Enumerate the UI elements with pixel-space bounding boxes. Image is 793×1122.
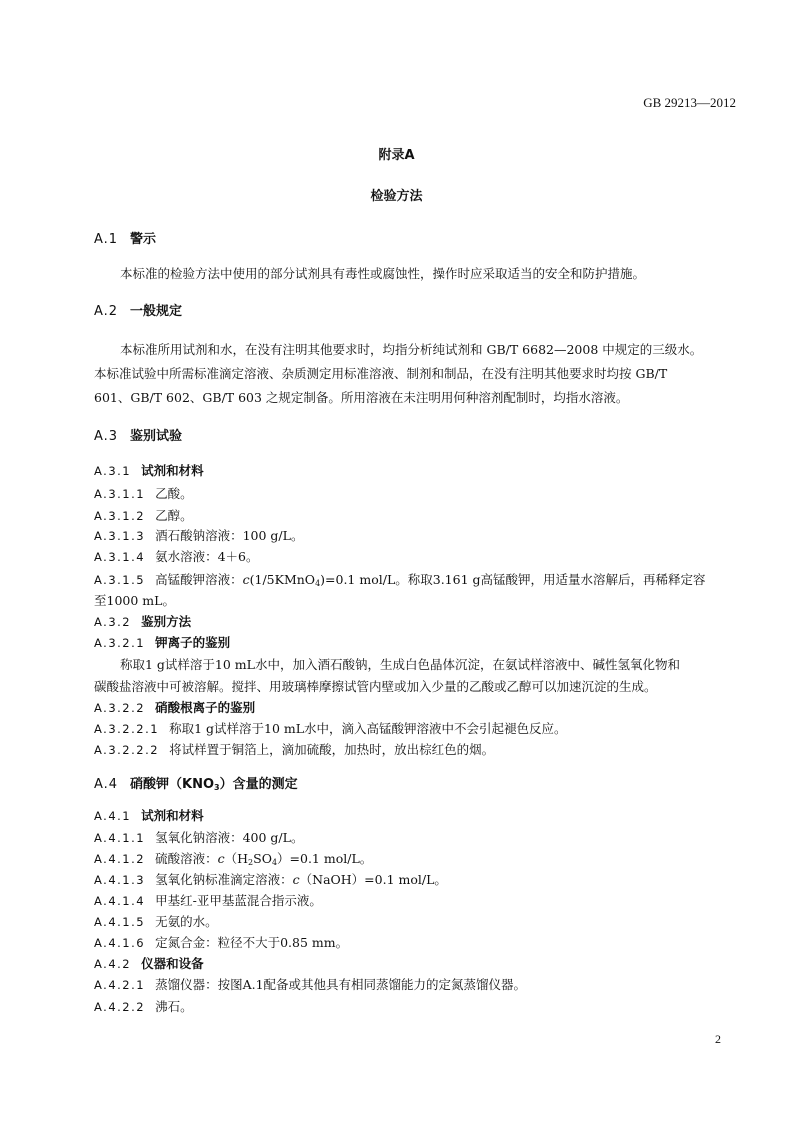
subscript: 4 — [271, 858, 278, 867]
subscript: 2 — [248, 858, 254, 867]
clause-number: A.4.1.4 — [94, 894, 146, 908]
clause-number: A.4.2.2 — [94, 1000, 146, 1014]
clause-text: 将试样置于铜箔上，滴加硫酸，加热时，放出棕红色的烟。 — [169, 742, 495, 757]
clause-number: A.4.1 — [94, 809, 132, 823]
appendix-label: 附录A — [378, 148, 415, 163]
clause-title: 试剂和材料 — [141, 808, 204, 823]
section-number: A.2 — [94, 304, 119, 319]
concentration-symbol: c — [242, 572, 250, 587]
section-a31-heading — [94, 461, 204, 479]
clause-a321-line-2: 碳酸盐溶液中可被溶解。搅拌、用玻璃棒摩擦试管内壁或加入少量的乙酸或乙醇可以加速沉淀的生成。 — [94, 679, 657, 694]
clause-title: 硝酸根离子的鉴别 — [155, 700, 256, 715]
section-title: 一般规定 — [130, 304, 183, 319]
section-a2-line-3: 601、GB/T 602、GB/T 603 之规定制备。所用溶液在未注明用何种溶剂配制时，均指水溶液。 — [94, 390, 629, 405]
clause-number: A.4.1.5 — [94, 915, 146, 929]
clause-text: 乙酸。 — [155, 486, 193, 501]
clause-a411 — [94, 828, 303, 846]
clause-a415 — [94, 912, 218, 930]
clause-a3222 — [94, 740, 494, 758]
clause-number: A.3.2.2.1 — [94, 722, 160, 736]
clause-number: A.3.1.1 — [94, 487, 146, 501]
section-a1-paragraph: 本标准的检验方法中使用的部分试剂具有毒性或腐蚀性，操作时应采取适当的安全和防护措施。 — [120, 266, 646, 281]
clause-text: 定氮合金：粒径不大于0.85 mm。 — [155, 935, 349, 950]
section-a2-line-2: 本标准试验中所需标准滴定溶液、杂质测定用标准溶液、制剂和制品，在没有注明其他要求时均按 GB/T — [94, 366, 668, 381]
clause-text-c: )=0.1 mol/L。称取3.161 g高锰酸钾，用适量水溶解后，再稀释定容 — [320, 572, 706, 587]
clause-number: A.4.1.1 — [94, 831, 146, 845]
clause-number: A.3.1 — [94, 464, 132, 478]
clause-text: 氨水溶液：4＋6。 — [155, 549, 259, 564]
clause-number: A.3.1.5 — [94, 573, 146, 587]
concentration-symbol: c — [217, 851, 225, 866]
section-a1-heading — [94, 228, 156, 247]
clause-a313 — [94, 526, 303, 544]
clause-text: 氢氧化钠溶液：400 g/L。 — [155, 830, 304, 845]
clause-text: 蒸馏仪器：按图A.1配备或其他具有相同蒸馏能力的定氮蒸馏仪器。 — [155, 977, 527, 992]
section-a42-heading — [94, 954, 204, 972]
clause-number: A.4.1.3 — [94, 873, 146, 887]
section-number: A.4 — [94, 777, 119, 792]
clause-number: A.4.1.6 — [94, 936, 146, 950]
clause-a315-line-2: 至1000 mL。 — [94, 593, 175, 608]
subscript: 4 — [315, 579, 321, 588]
clause-text-a: 高锰酸钾溶液： — [155, 572, 243, 587]
clause-a422 — [94, 997, 193, 1015]
clause-a312 — [94, 506, 193, 524]
clause-title: 钾离子的鉴别 — [155, 635, 231, 650]
clause-number: A.4.2 — [94, 957, 132, 971]
section-a3-heading — [94, 425, 182, 444]
clause-number: A.3.2.1 — [94, 636, 146, 650]
clause-text-b: （NaOH）=0.1 mol/L。 — [299, 872, 447, 887]
clause-number: A.4.1.2 — [94, 852, 146, 866]
section-a41-heading — [94, 806, 204, 824]
clause-text: 沸石。 — [155, 999, 193, 1014]
clause-number: A.3.1.2 — [94, 509, 146, 523]
clause-title: 试剂和材料 — [141, 463, 204, 478]
clause-text: 乙醇。 — [155, 508, 193, 523]
clause-text-c: SO — [253, 851, 272, 866]
clause-text: 甲基红-亚甲基蓝混合指示液。 — [155, 893, 322, 908]
appendix-title: 检验方法 — [370, 189, 423, 204]
standard-code: GB 29213—2012 — [643, 95, 736, 110]
subscript: 3 — [214, 783, 220, 792]
clause-a421 — [94, 975, 526, 993]
clause-text: 称取1 g试样溶于10 mL水中，滴入高锰酸钾溶液中不会引起褪色反应。 — [169, 721, 567, 736]
clause-number: A.4.2.1 — [94, 978, 146, 992]
clause-a3221 — [94, 719, 567, 737]
clause-number: A.3.2 — [94, 615, 132, 629]
clause-text-a: 硫酸溶液： — [155, 851, 218, 866]
clause-text-a: 氢氧化钠标准滴定溶液： — [155, 872, 293, 887]
clause-text-b: (1/5KMnO — [249, 572, 316, 587]
clause-text: 无氨的水。 — [155, 914, 218, 929]
clause-text: 酒石酸钠溶液：100 g/L。 — [155, 528, 304, 543]
clause-number: A.3.1.4 — [94, 550, 146, 564]
clause-number: A.3.2.2 — [94, 701, 146, 715]
concentration-symbol: c — [292, 872, 300, 887]
section-a32-heading — [94, 612, 191, 630]
clause-number: A.3.1.3 — [94, 529, 146, 543]
section-a4-heading — [94, 773, 298, 792]
clause-a413 — [94, 870, 447, 888]
clause-a321-line-1: 称取1 g试样溶于10 mL水中，加入酒石酸钠，生成白色晶体沉淀，在氨试样溶液中、碱性氢氧化物和 — [120, 657, 680, 672]
section-title-a: 硝酸钾（KNO — [130, 777, 215, 792]
section-title: 警示 — [130, 232, 157, 247]
section-number: A.3 — [94, 429, 119, 444]
clause-a412 — [94, 849, 372, 867]
section-title-b: ）含量的测定 — [219, 777, 298, 792]
section-a2-heading — [94, 300, 182, 319]
clause-text-d: ）=0.1 mol/L。 — [277, 851, 373, 866]
section-title: 鉴别试验 — [130, 429, 183, 444]
clause-a314 — [94, 547, 259, 565]
clause-text-b: （H — [224, 851, 249, 866]
clause-a315 — [94, 570, 706, 588]
clause-number: A.3.2.2.2 — [94, 743, 160, 757]
clause-a416 — [94, 933, 348, 951]
section-a2-line-1: 本标准所用试剂和水，在没有注明其他要求时，均指分析纯试剂和 GB/T 6682—2008 中规定的三级水。 — [120, 342, 703, 357]
section-a322-heading — [94, 698, 255, 716]
page-number: 2 — [715, 1032, 721, 1046]
clause-a414 — [94, 891, 322, 909]
clause-title: 鉴别方法 — [141, 614, 192, 629]
clause-title: 仪器和设备 — [141, 956, 204, 971]
section-a321-heading — [94, 633, 230, 651]
clause-a311 — [94, 484, 193, 502]
section-number: A.1 — [94, 232, 119, 247]
